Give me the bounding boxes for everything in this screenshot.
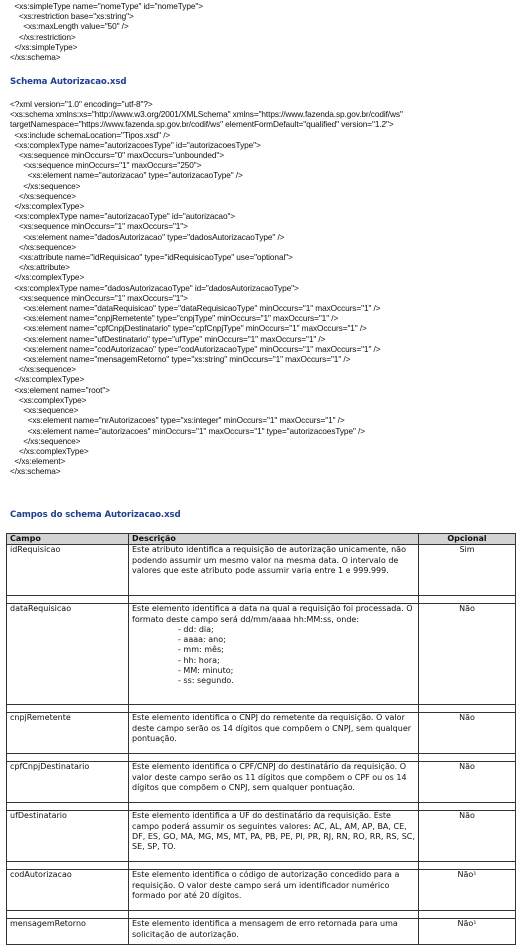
descricao-text: Este elemento identifica o código de autorização concedido para a requisição. O valor deste campo será um identificador numérico formado por até 20 dígitos. [132,870,400,900]
spacer-cell [7,803,129,811]
descricao-text: Este elemento identifica a UF do destinatário da requisição. Este campo poderá assumir os seguintes valores: AC, AL, AM, AP, BA, CE, DF, ES, GO, MA, MG, MS, MT, PA, PB, PE, PI, PR, RJ, RN, RO, RR, RS, SC, SE, SP, TO. [132,811,415,852]
cell-opcional: Não [419,713,516,754]
cell-descricao [129,713,419,754]
table-spacer-row [7,596,516,604]
spacer-cell [129,754,419,762]
spacer-cell [7,754,129,762]
table-row [7,919,516,945]
table-row [7,713,516,754]
section-heading-campos: Campos do schema Autorizacao.xsd [10,510,181,520]
cell-campo: cpfCnpjDestinatario [7,762,129,803]
cell-opcional: Sim [419,545,516,596]
cell-campo: mensagemRetorno [7,919,129,945]
spacer-cell [419,754,516,762]
descricao-subitems [132,625,415,687]
spacer-cell [7,862,129,870]
table-body [7,545,516,945]
cell-opcional: Não¹ [419,919,516,945]
cell-campo: idRequisicao [7,545,129,596]
spacer-cell [419,705,516,713]
table-spacer-row [7,862,516,870]
spacer-cell [419,862,516,870]
table-row [7,545,516,596]
descricao-text: Este elemento identifica o CNPJ do remetente da requisição. O valor deste campo serão os 14 dígitos que compõem o CNPJ, sem qualquer pontuação. [132,713,412,743]
cell-campo: codAutorizacao [7,870,129,911]
cell-opcional: Não [419,762,516,803]
section-heading-schema: Schema Autorizacao.xsd [10,77,127,87]
list-item: - MM: minuto; [178,666,234,676]
column-header-opcional: Opcional [419,534,516,545]
cell-campo: dataRequisicao [7,604,129,705]
cell-campo: ufDestinatario [7,811,129,862]
table-spacer-row [7,754,516,762]
table-spacer-row [7,803,516,811]
cell-opcional: Não [419,604,516,705]
xml-code-block-top: <xs:simpleType name="nomeType" id="nomeType"> <xs:restriction base="xs:string"> <xs:maxLength value="50" /> </xs:restriction> </xs:simpleType> </xs:schema> [10,1,203,63]
table-row [7,604,516,705]
cell-descricao [129,545,419,596]
spacer-cell [129,862,419,870]
spacer-cell [7,911,129,919]
cell-descricao [129,919,419,945]
spacer-cell [129,705,419,713]
spacer-cell [129,596,419,604]
cell-opcional: Não [419,811,516,862]
descricao-text: Este elemento identifica o CPF/CNPJ do destinatário da requisição. O valor deste campo serão os 11 dígitos que compõem o CPF ou os 14 dígitos que compõem o CNPJ, sem qualquer pontuação. [132,762,407,792]
list-item: - aaaa: ano; [178,635,226,645]
descricao-text: Este elemento identifica a data na qual a requisição foi processada. O formato deste campo será dd/mm/aaaa hh:MM:ss, onde: [132,604,413,624]
cell-campo: cnpjRemetente [7,713,129,754]
table-header-row [7,534,516,545]
spacer-cell [419,911,516,919]
descricao-text: Este atributo identifica a requisição de autorização unicamente, não podendo assumir um mesmo valor na mesma data. O intervalo de valores que este atributo pode assumir varia entre 1 e 999.999. [132,545,406,575]
spacer-cell [129,911,419,919]
table-row [7,870,516,911]
cell-descricao [129,811,419,862]
table-row [7,762,516,803]
table-spacer-row [7,705,516,713]
list-item: - dd: dia; [178,624,214,634]
list-item: - hh: hora; [178,655,220,665]
spacer-cell [419,803,516,811]
cell-opcional: Não¹ [419,870,516,911]
spacer-cell [129,803,419,811]
column-header-descricao: Descrição [129,534,419,545]
fields-table [6,533,516,945]
cell-descricao [129,870,419,911]
spacer-cell [7,596,129,604]
list-item: - ss: segundo. [178,676,234,686]
table-row [7,811,516,862]
table-spacer-row [7,911,516,919]
cell-descricao [129,762,419,803]
column-header-campo: Campo [7,534,129,545]
spacer-cell [419,596,516,604]
cell-descricao [129,604,419,705]
xml-code-block-schema: <?xml version="1.0" encoding="utf-8"?> <xs:schema xmlns:xs="http://www.w3.org/2001/XMLSchema" xmlns="https://www.fazenda.sp.gov.br/codif/ws" targetNamespace="https://www.fazenda.sp.gov.br/codif/ws" elementFormDefault="qualified" version="1.2"> <xs:include schemaLocation="Tipos.xsd" /> <xs:complexType name="autorizacoesType" id="autorizacoesType"> <xs:sequence minOccurs="0" maxOccurs="unbounded"> <xs:sequence minOccurs="1" maxOccurs="250"> <xs:element name="autorizacao" type="autorizacaoType" /> </xs:sequence> </xs:sequence> </xs:complexType> <xs:complexType name="autorizacaoType" id="autorizacao"> <xs:sequence minOccurs="1" maxOccurs="1"> <xs:element name="dadosAutorizacao" type="dadosAutorizacaoType" /> </xs:sequence> <xs:attribute name="idRequisicao" type="idRequisicaoType" use="optional"> </xs:attribute> </xs:complexType> <xs:complexType name="dadosAutorizacaoType" id="dadosAutorizacaoType"> <xs:sequence minOccurs="1" maxOccurs="1"> <xs:element name="dataRequisicao" type="dataRequisicaoType" minOccurs="1" maxOccurs="1" /> <xs:element name="cnpjRemetente" type="cnpjType" minOccurs="1" maxOccurs="1" /> <xs:element name="cpfCnpjDestinatario" type="cpfCnpjType" minOccurs="1" maxOccurs="1" /> <xs:element name="ufDestinatario" type="ufType" minOccurs="1" maxOccurs="1" /> <xs:element name="codAutorizacao" type="codAutorizacaoType" minOccurs="1" maxOccurs="1" /> <xs:element name="mensagemRetorno" type="xs:string" minOccurs="1" maxOccurs="1" /> </xs:sequence> </xs:complexType> <xs:element name="root"> <xs:complexType> <xs:sequence> <xs:element name="nrAutorizacoes" type="xs:integer" minOccurs="1" maxOccurs="1" /> <xs:element name="autorizacoes" minOccurs="1" maxOccurs="1" type="autorizacoesType" /> </xs:sequence> </xs:complexType> </xs:element> </xs:schema> [10,99,403,477]
descricao-text: Este elemento identifica a mensagem de erro retornada para uma solicitação de autorização. [132,919,398,939]
list-item: - mm: mês; [178,645,224,655]
spacer-cell [7,705,129,713]
